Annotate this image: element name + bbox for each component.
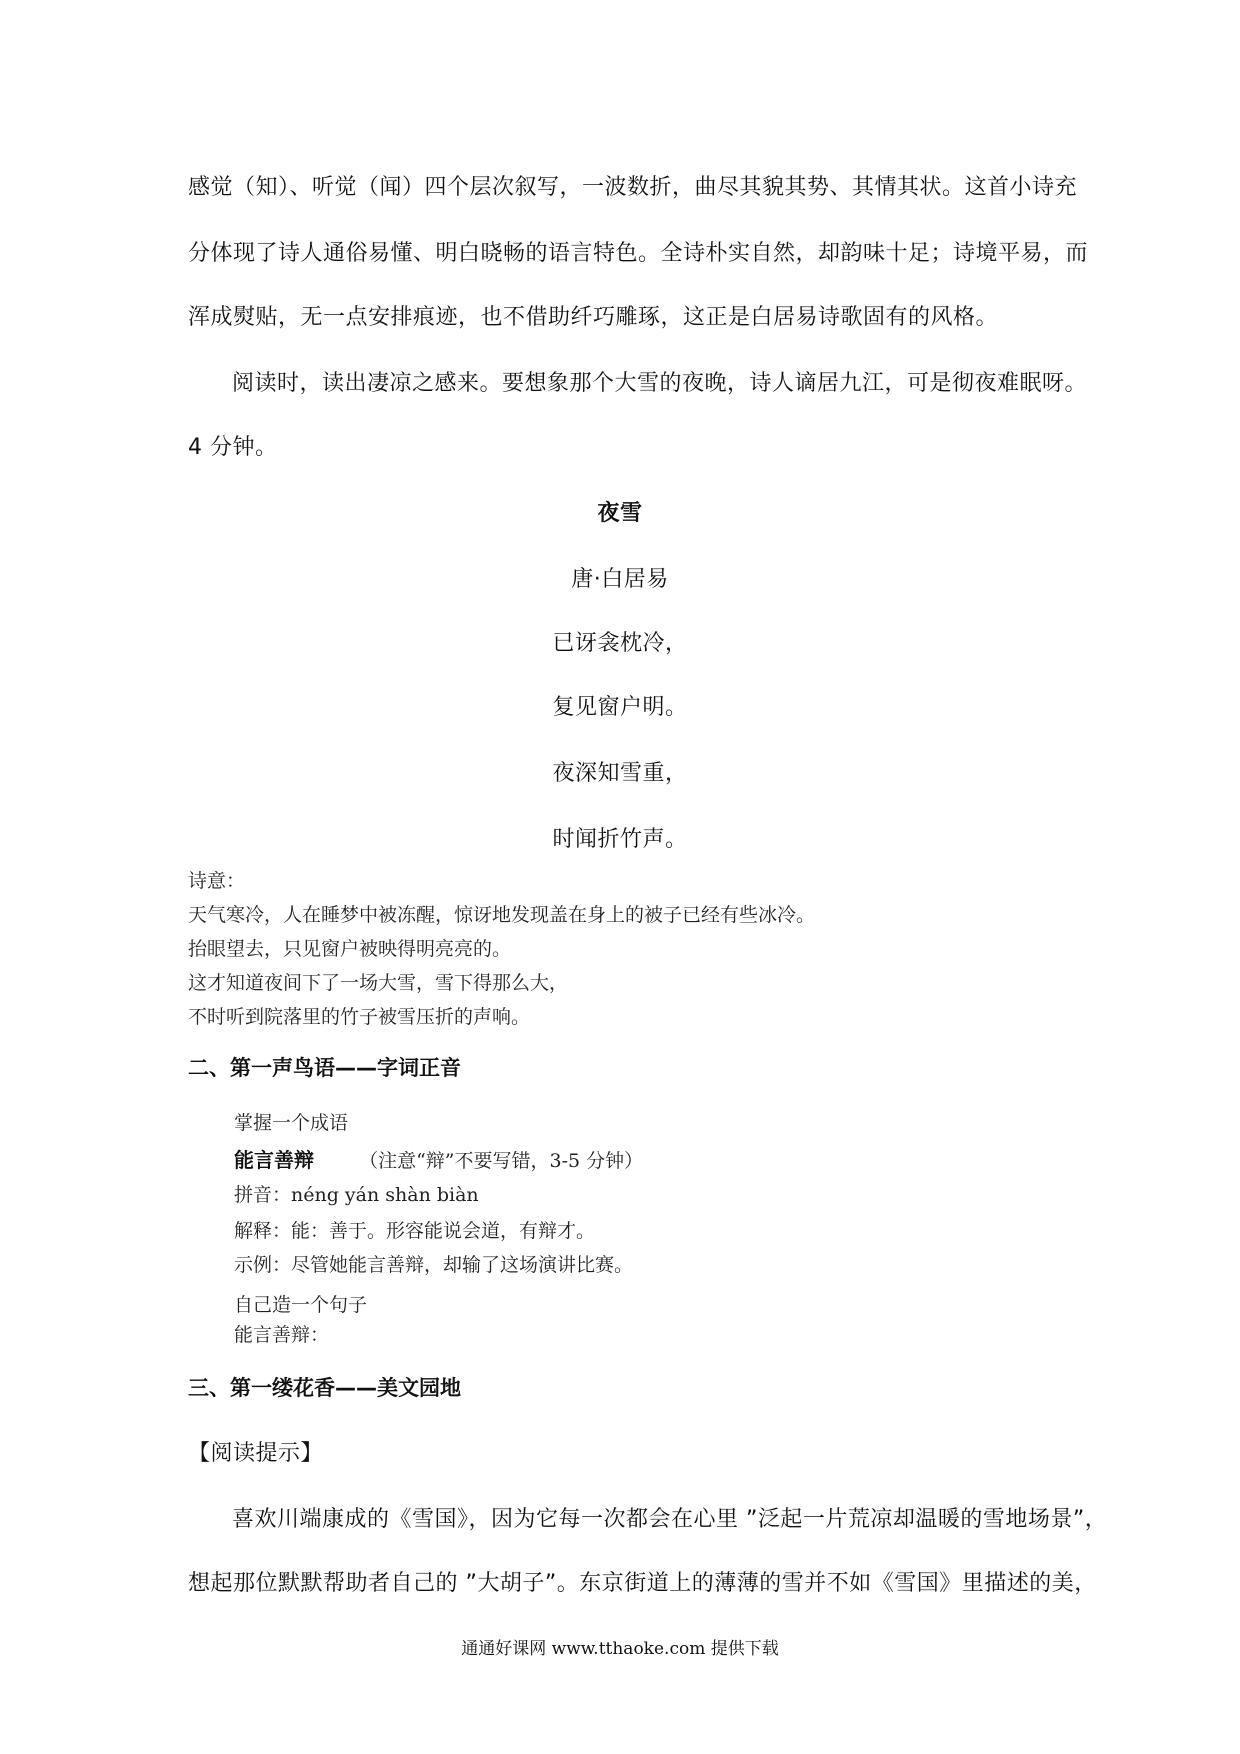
- idiom-blank: 能言善辩：: [234, 1324, 330, 1346]
- idiom-pinyin: 拼音：néng yán shàn biàn: [234, 1184, 479, 1206]
- idiom-example: 示例：尽管她能言善辩，却输了这场演讲比赛。: [234, 1254, 634, 1276]
- poem-line: 复见窗户明。: [552, 695, 688, 720]
- essay-line-1: 喜欢川端康成的《雪国》，因为它每一次都会在心里 ”泛起一片荒凉却温暖的雪地场景”，: [232, 1507, 1108, 1532]
- meaning-label: 诗意：: [188, 870, 246, 892]
- essay-line-2: 想起那位默默帮助者自己的 ”大胡子”。东京街道上的薄薄的雪并不如《雪国》里描述的美，: [188, 1571, 1097, 1596]
- idiom-word: 能言善辩: [234, 1148, 314, 1172]
- poem-title: 夜雪: [597, 501, 643, 526]
- master-idiom-text: 掌握一个成语: [234, 1112, 349, 1134]
- duration-text: 4 分钟。: [188, 435, 278, 460]
- make-sentence-prompt: 自己造一个句子: [234, 1294, 368, 1316]
- meaning-line: 这才知道夜间下了一场大雪，雪下得那么大，: [188, 972, 569, 994]
- poem-line: 时闻折竹声。: [552, 827, 688, 852]
- intro-line-1: 感觉（知）、听觉（闻）四个层次叙写，一波数折，曲尽其貌其势、其情其状。这首小诗充: [188, 175, 1078, 200]
- intro-line-2: 分体现了诗人通俗易懂、明白晓畅的语言特色。全诗朴实自然，却韵味十足；诗境平易，而: [188, 241, 1089, 266]
- section-3-heading: 三、第一缕花香——美文园地: [188, 1376, 461, 1400]
- reading-tip: 阅读时，读出凄凉之感来。要想象那个大雪的夜晚，诗人谪居九江，可是彻夜难眠呀。: [232, 371, 1088, 396]
- section-2-heading: 二、第一声鸟语——字词正音: [188, 1056, 461, 1080]
- meaning-line: 抬眼望去，只见窗户被映得明亮亮的。: [188, 938, 512, 960]
- page-footer: 通通好课网 www.tthaoke.com 提供下载: [461, 1639, 779, 1659]
- meaning-line: 天气寒冷，人在睡梦中被冻醒，惊讶地发现盖在身上的被子已经有些冰冷。: [188, 904, 816, 926]
- idiom-note: （注意“辩”不要写错，3-5 分钟）: [359, 1150, 644, 1172]
- poem-line: 夜深知雪重，: [552, 761, 688, 786]
- idiom-row: [234, 1144, 1114, 1173]
- meaning-line: 不时听到院落里的竹子被雪压折的声响。: [188, 1006, 531, 1028]
- poem-line: 已讶衾枕冷，: [552, 631, 688, 656]
- poem-author: 唐·白居易: [571, 567, 669, 592]
- reading-tip-label: 【阅读提示】: [188, 1441, 324, 1466]
- intro-line-3: 浑成熨贴，无一点安排痕迹，也不借助纤巧雕琢，这正是白居易诗歌固有的风格。: [188, 305, 999, 330]
- idiom-explanation: 解释：能：善于。形容能说会道，有辩才。: [234, 1220, 596, 1242]
